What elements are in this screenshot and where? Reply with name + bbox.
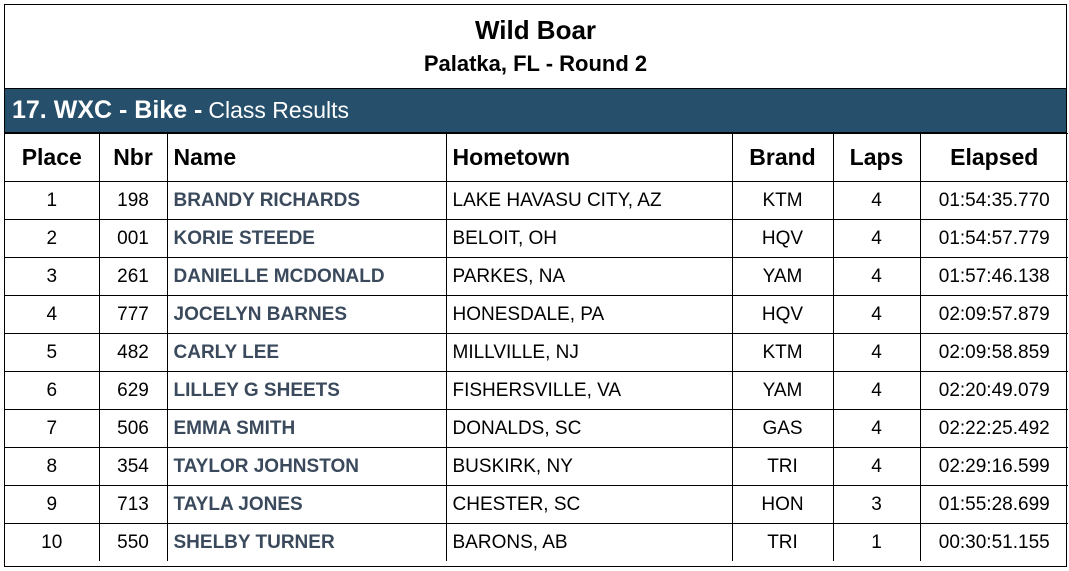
table-row [5, 258, 1068, 296]
cell-place: 1 [5, 182, 99, 220]
rider-name-link[interactable]: SHELBY TURNER [167, 524, 446, 562]
cell-hometown: CHESTER, SC [446, 486, 732, 524]
rider-name-link[interactable]: JOCELYN BARNES [167, 296, 446, 334]
cell-laps: 4 [833, 296, 920, 334]
cell-place: 2 [5, 220, 99, 258]
cell-hometown: PARKES, NA [446, 258, 732, 296]
class-number: 17. [12, 96, 47, 124]
results-body [5, 182, 1068, 562]
cell-hometown: BELOIT, OH [446, 220, 732, 258]
cell-place: 3 [5, 258, 99, 296]
table-row [5, 524, 1068, 562]
cell-nbr: 482 [99, 334, 167, 372]
cell-laps: 4 [833, 258, 920, 296]
cell-laps: 1 [833, 524, 920, 562]
table-row [5, 486, 1068, 524]
cell-brand: YAM [732, 258, 833, 296]
cell-laps: 4 [833, 372, 920, 410]
cell-elapsed: 02:09:58.859 [920, 334, 1068, 372]
cell-elapsed: 02:09:57.879 [920, 296, 1068, 334]
table-row [5, 296, 1068, 334]
cell-elapsed: 02:20:49.079 [920, 372, 1068, 410]
col-header-brand: Brand [732, 134, 833, 182]
table-row [5, 448, 1068, 486]
table-row [5, 220, 1068, 258]
cell-elapsed: 02:29:16.599 [920, 448, 1068, 486]
col-header-hometown: Hometown [446, 134, 732, 182]
cell-place: 9 [5, 486, 99, 524]
cell-laps: 4 [833, 220, 920, 258]
cell-place: 4 [5, 296, 99, 334]
cell-brand: GAS [732, 410, 833, 448]
cell-brand: TRI [732, 524, 833, 562]
cell-nbr: 354 [99, 448, 167, 486]
class-header-bar [5, 88, 1066, 133]
cell-laps: 4 [833, 182, 920, 220]
rider-name-link[interactable]: TAYLOR JOHNSTON [167, 448, 446, 486]
results-table [5, 133, 1068, 561]
col-header-laps: Laps [833, 134, 920, 182]
cell-elapsed: 01:55:28.699 [920, 486, 1068, 524]
cell-hometown: LAKE HAVASU CITY, AZ [446, 182, 732, 220]
cell-laps: 4 [833, 334, 920, 372]
cell-hometown: BUSKIRK, NY [446, 448, 732, 486]
cell-nbr: 261 [99, 258, 167, 296]
cell-elapsed: 02:22:25.492 [920, 410, 1068, 448]
rider-name-link[interactable]: KORIE STEEDE [167, 220, 446, 258]
table-row [5, 372, 1068, 410]
cell-elapsed: 01:57:46.138 [920, 258, 1068, 296]
cell-nbr: 777 [99, 296, 167, 334]
cell-brand: HQV [732, 220, 833, 258]
cell-hometown: DONALDS, SC [446, 410, 732, 448]
cell-brand: TRI [732, 448, 833, 486]
event-header [5, 5, 1066, 88]
results-sheet [4, 4, 1067, 567]
col-header-elapsed: Elapsed [920, 134, 1068, 182]
rider-name-link[interactable]: TAYLA JONES [167, 486, 446, 524]
table-row [5, 182, 1068, 220]
cell-laps: 4 [833, 448, 920, 486]
event-subtitle: Palatka, FL - Round 2 [423, 51, 648, 76]
cell-brand: HON [732, 486, 833, 524]
cell-nbr: 001 [99, 220, 167, 258]
cell-hometown: BARONS, AB [446, 524, 732, 562]
cell-nbr: 629 [99, 372, 167, 410]
table-row [5, 334, 1068, 372]
cell-laps: 4 [833, 410, 920, 448]
cell-brand: HQV [732, 296, 833, 334]
cell-elapsed: 01:54:35.770 [920, 182, 1068, 220]
rider-name-link[interactable]: LILLEY G SHEETS [167, 372, 446, 410]
cell-brand: YAM [732, 372, 833, 410]
cell-place: 8 [5, 448, 99, 486]
col-header-nbr: Nbr [99, 134, 167, 182]
rider-name-link[interactable]: DANIELLE MCDONALD [167, 258, 446, 296]
class-name: WXC - Bike - [53, 96, 203, 124]
col-header-name: Name [167, 134, 446, 182]
cell-elapsed: 01:54:57.779 [920, 220, 1068, 258]
cell-hometown: FISHERSVILLE, VA [446, 372, 732, 410]
cell-nbr: 550 [99, 524, 167, 562]
cell-place: 10 [5, 524, 99, 562]
cell-hometown: MILLVILLE, NJ [446, 334, 732, 372]
table-row [5, 410, 1068, 448]
cell-brand: KTM [732, 334, 833, 372]
cell-laps: 3 [833, 486, 920, 524]
cell-hometown: HONESDALE, PA [446, 296, 732, 334]
cell-nbr: 198 [99, 182, 167, 220]
cell-elapsed: 00:30:51.155 [920, 524, 1068, 562]
cell-nbr: 713 [99, 486, 167, 524]
cell-nbr: 506 [99, 410, 167, 448]
col-header-place: Place [5, 134, 99, 182]
rider-name-link[interactable]: EMMA SMITH [167, 410, 446, 448]
class-results-label: Class Results [208, 97, 349, 123]
rider-name-link[interactable]: CARLY LEE [167, 334, 446, 372]
cell-brand: KTM [732, 182, 833, 220]
header-row [5, 134, 1068, 182]
cell-place: 5 [5, 334, 99, 372]
event-title: Wild Boar [474, 15, 597, 45]
rider-name-link[interactable]: BRANDY RICHARDS [167, 182, 446, 220]
cell-place: 6 [5, 372, 99, 410]
cell-place: 7 [5, 410, 99, 448]
